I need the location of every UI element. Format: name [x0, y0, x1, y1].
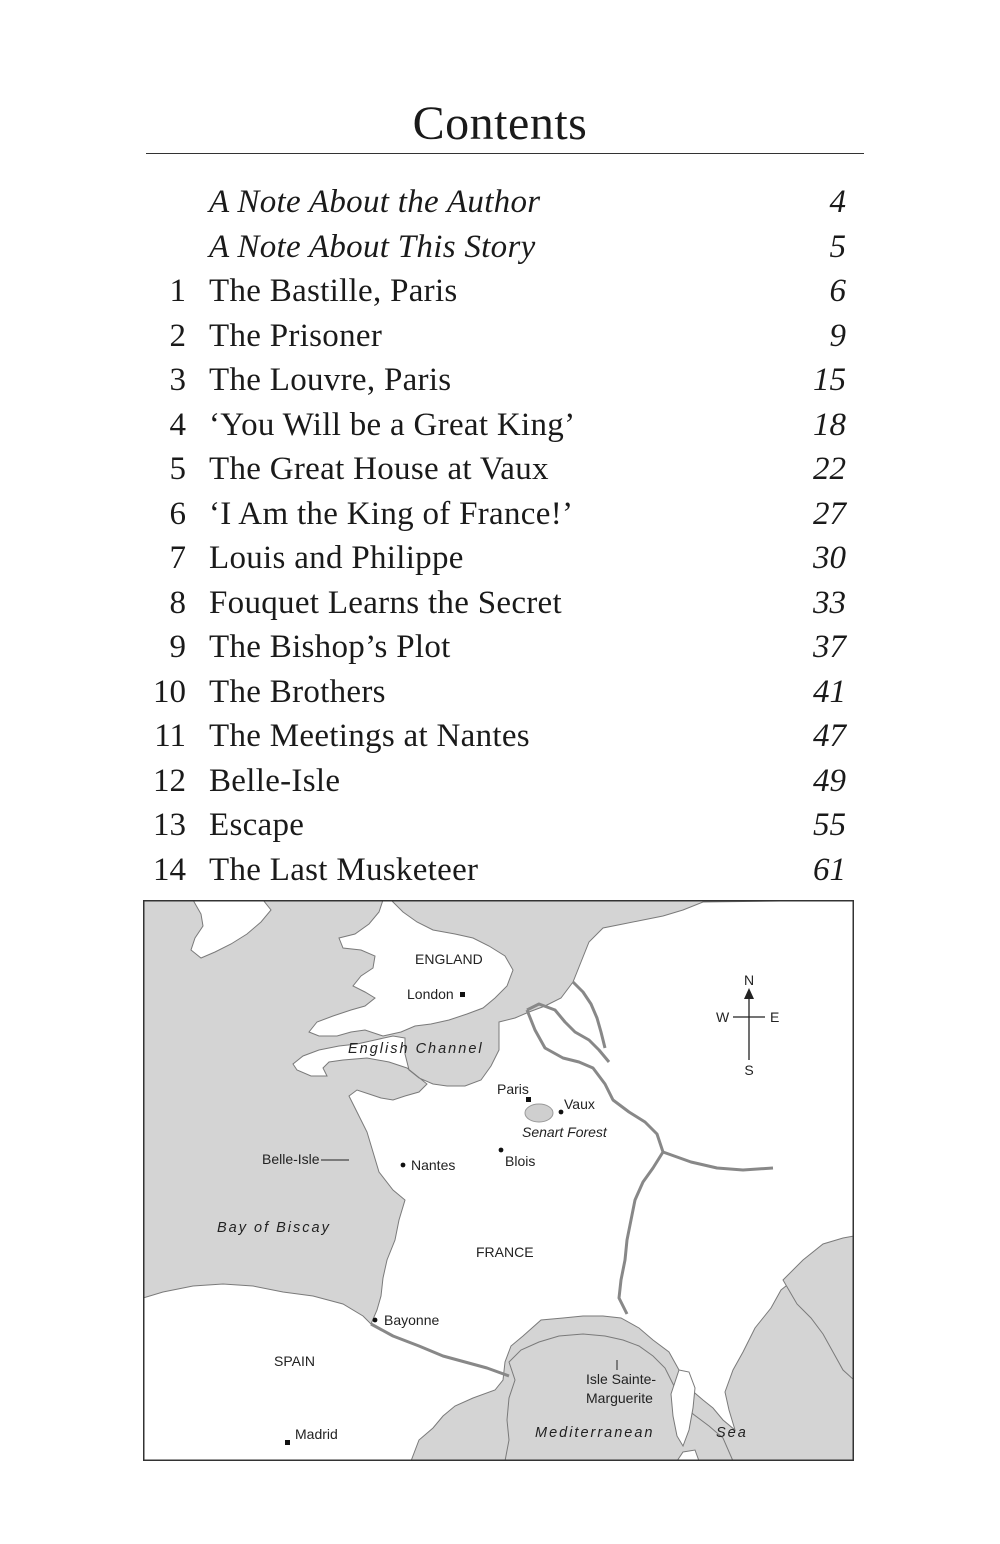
toc-entry [146, 714, 852, 759]
chapter-number: 5 [169, 451, 186, 487]
page-number: 5 [829, 228, 846, 265]
toc-entry [146, 269, 852, 314]
chapter-number: 8 [169, 584, 186, 621]
chapter-title: The Bishop’s Plot [209, 629, 451, 665]
page-number: 18 [813, 406, 846, 443]
chapter-title: The Prisoner [209, 317, 383, 354]
label-senart-forest: Senart Forest [522, 1124, 607, 1140]
compass-w: W [716, 1009, 730, 1025]
label-france: FRANCE [476, 1244, 534, 1260]
toc-entry [146, 180, 852, 225]
chapter-number: 9 [169, 629, 186, 665]
compass-s: S [744, 1062, 754, 1078]
chapter-number: 14 [153, 851, 186, 888]
page-number: 4 [829, 184, 846, 220]
toc-entry [146, 536, 852, 581]
chapter-title: The Meetings at Nantes [209, 718, 530, 754]
paris-marker [526, 1097, 531, 1102]
senart-forest-patch [525, 1104, 553, 1122]
chapter-title: A Note About the Author [209, 184, 541, 220]
label-spain: SPAIN [274, 1353, 315, 1369]
chapter-number: 4 [169, 406, 186, 443]
chapter-number: 1 [169, 273, 186, 309]
page-number: 41 [813, 673, 846, 710]
chapter-number: 3 [169, 362, 186, 398]
chapter-title: A Note About This Story [209, 228, 536, 265]
compass-e: E [770, 1009, 780, 1025]
toc-entry [146, 492, 852, 537]
page-number: 37 [813, 629, 846, 665]
label-isle-line2: Marguerite [586, 1390, 653, 1406]
chapter-title: The Last Musketeer [209, 851, 479, 888]
toc-entry [146, 358, 852, 403]
chapter-title: Belle-Isle [209, 762, 341, 799]
toc-entry [146, 447, 852, 492]
label-bay-of-biscay: Bay of Biscay [217, 1220, 331, 1236]
chapter-title: The Bastille, Paris [209, 273, 458, 309]
nantes-marker [401, 1163, 406, 1168]
label-belle-isle: Belle-Isle [262, 1151, 320, 1167]
label-london: London [407, 986, 454, 1002]
chapter-number: 6 [169, 495, 186, 532]
label-sea: Sea [716, 1425, 748, 1441]
chapter-number: 13 [153, 807, 186, 843]
map-of-france [143, 900, 854, 1461]
label-madrid: Madrid [295, 1426, 338, 1442]
toc-entry [146, 625, 852, 670]
chapter-number: 2 [169, 317, 186, 354]
label-mediterranean: Mediterranean [535, 1425, 655, 1441]
page-number: 9 [829, 317, 846, 354]
toc-entry [146, 581, 852, 626]
chapter-number: 11 [154, 718, 186, 754]
madrid-marker [285, 1440, 290, 1445]
chapter-number: 12 [153, 762, 186, 799]
page-number: 30 [813, 540, 846, 576]
toc-entry [146, 403, 852, 448]
label-nantes: Nantes [411, 1157, 456, 1173]
chapter-number: 10 [153, 673, 186, 710]
chapter-title: ‘You Will be a Great King’ [209, 406, 576, 443]
blois-marker [499, 1148, 504, 1153]
chapter-title: Louis and Philippe [209, 540, 464, 576]
page-number: 6 [829, 273, 846, 309]
page-number: 27 [813, 495, 846, 532]
toc-entry [146, 225, 852, 270]
chapter-title: The Great House at Vaux [209, 451, 549, 487]
label-english-channel: English Channel [348, 1041, 484, 1057]
page-number: 55 [813, 807, 846, 843]
chapter-title: The Brothers [209, 673, 386, 710]
bayonne-marker [373, 1318, 378, 1323]
toc-entry [146, 759, 852, 804]
toc-entry [146, 848, 852, 893]
chapter-number: 7 [169, 540, 186, 576]
label-paris: Paris [497, 1081, 529, 1097]
label-isle-line1: Isle Sainte- [586, 1371, 657, 1387]
page-number: 61 [813, 851, 846, 888]
toc-entry [146, 670, 852, 715]
page-title: Contents [412, 97, 588, 150]
title-rule [146, 153, 864, 154]
label-blois: Blois [505, 1153, 536, 1169]
label-england: ENGLAND [415, 951, 483, 967]
chapter-title: Fouquet Learns the Secret [209, 584, 562, 621]
label-bayonne: Bayonne [384, 1312, 440, 1328]
chapter-title: ‘I Am the King of France!’ [209, 495, 574, 532]
page-number: 47 [813, 718, 846, 754]
page-number: 15 [813, 362, 846, 398]
london-marker [460, 992, 465, 997]
table-of-contents [146, 180, 852, 892]
toc-entry [146, 803, 852, 848]
page-number: 22 [813, 451, 846, 487]
label-vaux: Vaux [564, 1096, 595, 1112]
vaux-marker [559, 1110, 564, 1115]
page-number: 33 [813, 584, 846, 621]
toc-entry [146, 314, 852, 359]
page-number: 49 [813, 762, 846, 799]
chapter-title: The Louvre, Paris [209, 362, 452, 398]
chapter-title: Escape [209, 807, 305, 843]
compass-n: N [743, 972, 755, 988]
